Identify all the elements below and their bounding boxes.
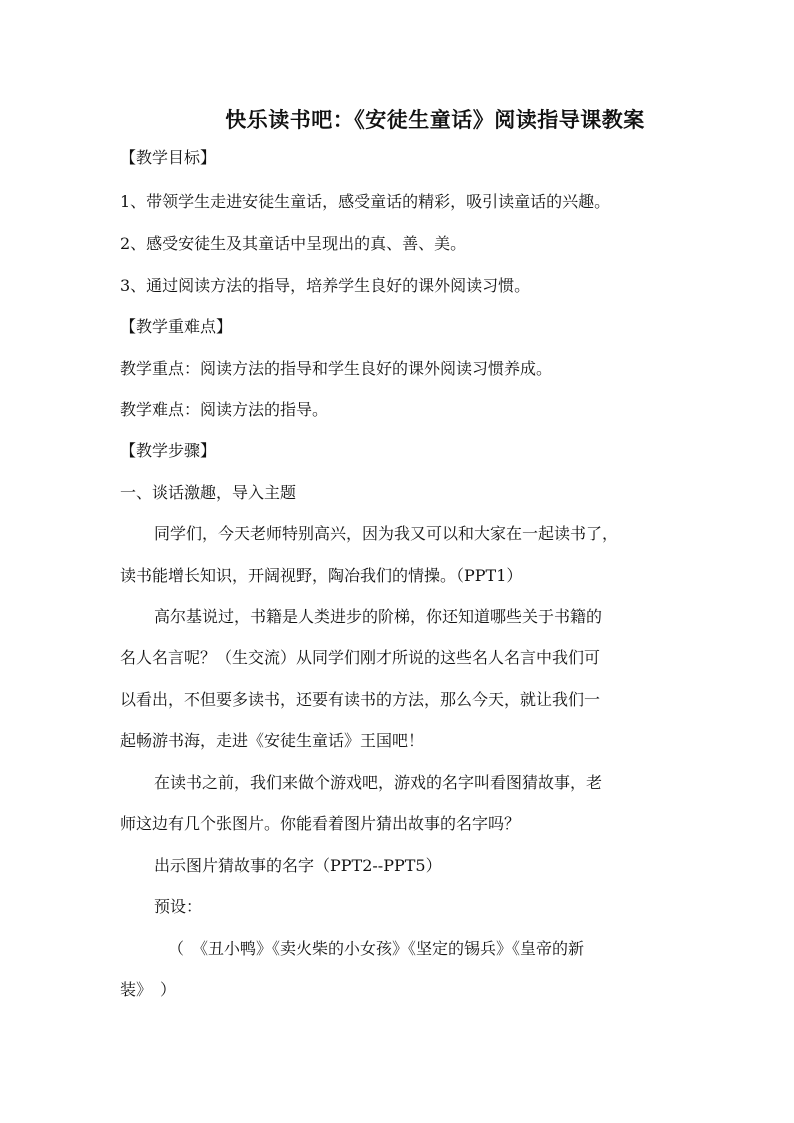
document-title: 快乐读书吧：《安徒生童话》阅读指导课教案 <box>225 107 645 132</box>
paragraph-line: 在读书之前，我们来做个游戏吧，游戏的名字叫看图猜故事，老 <box>154 773 603 792</box>
objectives-header: 【教学目标】 <box>120 148 217 167</box>
paragraph-line: 预设： <box>154 897 203 916</box>
paragraph-line: 高尔基说过，书籍是人类进步的阶梯，你还知道哪些关于书籍的 <box>154 607 603 626</box>
objective-item: 1、带领学生走进安徒生童话，感受童话的精彩，吸引读童话的兴趣。 <box>120 192 611 211</box>
objective-item: 2、感受安徒生及其童话中呈现出的真、善、美。 <box>120 234 467 253</box>
key-point-line: 教学重点：阅读方法的指导和学生良好的课外阅读习惯养成。 <box>120 359 553 378</box>
paragraph-line: 装》 ） <box>120 980 177 999</box>
paragraph-line: 同学们，今天老师特别高兴，因为我又可以和大家在一起读书了， <box>154 524 619 543</box>
paragraph-line: 名人名言呢？（生交流）从同学们刚才所说的这些名人名言中我们可 <box>120 648 601 667</box>
paragraph-line: 读书能增长知识，开阔视野，陶冶我们的情操。（PPT1） <box>120 566 523 585</box>
objective-item: 3、通过阅读方法的指导，培养学生良好的课外阅读习惯。 <box>120 276 531 295</box>
paragraph-line: 以看出，不但要多读书，还要有读书的方法，那么今天，就让我们一 <box>120 690 601 709</box>
paragraph-line: 起畅游书海，走进《安徒生童话》王国吧！ <box>120 731 425 750</box>
step-title: 一、谈话激趣，导入主题 <box>120 483 297 502</box>
paragraph-line: （ 《丑小鸭》《卖火柴的小女孩》《坚定的锡兵》《皇帝的新 <box>168 939 585 958</box>
paragraph-line: 出示图片猜故事的名字（PPT2--PPT5） <box>154 856 442 875</box>
key-points-header: 【教学重难点】 <box>120 317 233 336</box>
paragraph-line: 师这边有几个张图片。你能看着图片猜出故事的名字吗？ <box>120 814 521 833</box>
difficult-point-line: 教学难点：阅读方法的指导。 <box>120 400 329 419</box>
steps-header: 【教学步骤】 <box>120 441 217 460</box>
